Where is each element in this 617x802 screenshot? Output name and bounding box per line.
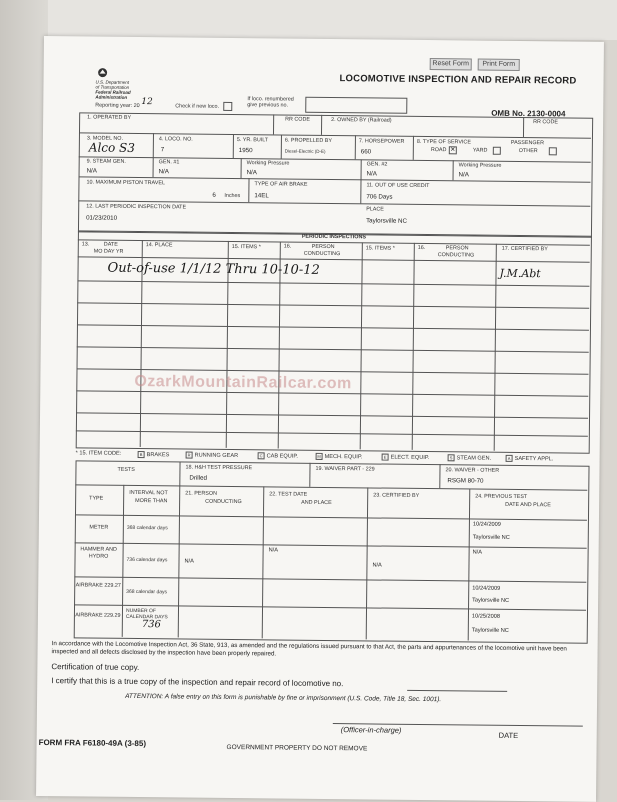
new-loco-label: Check if new loco.: [175, 103, 220, 110]
reset-form-button[interactable]: Reset Form: [430, 58, 472, 70]
waiver-part-label: 19. WAIVER PART - 229: [315, 465, 375, 473]
out-of-use-label: 11. OUT OF USE CREDIT: [366, 182, 430, 190]
loco-no-value[interactable]: 7: [160, 146, 165, 154]
test-row-type: HAMMER AND HYDRO: [80, 546, 117, 560]
handwritten-out-of-use-entry[interactable]: Out-of-use 1/1/12 Thru 10-10-12: [107, 260, 320, 278]
certifier-signature[interactable]: J.M.Abt: [499, 266, 541, 281]
agency-name: U.S. Department of Transportation Federal Railroad Administration: [95, 79, 131, 100]
dot-logo-icon: [98, 68, 108, 78]
test-col-prev-a: 24. PREVIOUS TEST: [475, 493, 528, 501]
working-pressure-label: Working Pressure: [246, 160, 290, 167]
form-number: FORM FRA F6180-49A (3-85): [38, 737, 147, 749]
item-code-mech-equip: M MECH. EQUIP.: [317, 453, 363, 461]
tests-label: TESTS: [117, 466, 135, 473]
test-col-interval-a: INTERVAL NOT: [129, 489, 168, 497]
horsepower-value[interactable]: 660: [360, 148, 372, 156]
col-person2-sub: CONDUCTING: [437, 252, 475, 259]
test-row-prev-place[interactable]: Taylorsville NC: [471, 627, 509, 634]
road-label: ROAD: [430, 147, 447, 154]
renumbered-label: If loco. renumbered give previous no.: [247, 96, 294, 109]
test-row-cert[interactable]: N/A: [372, 562, 382, 569]
yard-checkbox[interactable]: [493, 147, 501, 155]
col-date-sub: MO DAY YR: [93, 248, 124, 255]
test-row-prev-date[interactable]: 10/24/2009: [472, 585, 501, 592]
item-code-brakes: B BRAKES: [138, 451, 170, 458]
periodic-heading: PERIODIC INSPECTIONS: [301, 233, 366, 241]
test-row-type: AIRBRAKE 229.27: [75, 582, 121, 589]
col-person2-num: 16.: [417, 244, 426, 252]
col-date-label: DATE: [103, 241, 118, 248]
hh-pressure-value[interactable]: Drilled: [189, 474, 207, 482]
model-no-label: 3. MODEL NO.: [86, 135, 124, 142]
government-property-notice: GOVERNMENT PROPERTY DO NOT REMOVE: [226, 743, 368, 753]
test-col-interval-b: MORE THAN: [135, 497, 168, 505]
place-value[interactable]: Taylorsville NC: [366, 217, 408, 225]
test-col-person-a: 21. PERSON: [185, 490, 218, 497]
test-row-prev-date[interactable]: 10/25/2008: [471, 613, 500, 620]
out-of-use-value[interactable]: 706 Days: [366, 193, 393, 201]
place-label: PLACE: [366, 206, 384, 213]
inspection-act-statement: In accordance with the Locomotive Inspection Act, 36 State, 913, as amended and the regulations issued pursuant to that Act, the parts and appurtenances of the locomotive unit have been inspected and all defects disclosed by the inspection have been properly repaired.: [51, 640, 567, 658]
test-col-cert: 23. CERTIFIED BY: [373, 492, 420, 499]
piston-travel-label: 10. MAXIMUM PISTON TRAVEL: [86, 179, 165, 187]
test-col-date-a: 22. TEST DATE: [269, 491, 308, 498]
last-periodic-label: 12. LAST PERIODIC INSPECTION DATE: [86, 203, 187, 211]
attention-notice: ATTENTION: A false entry on this form is punishable by fine or imprisonment (U.S. Code, Title 18, Sec. 1001).: [125, 692, 442, 704]
col-person-sub: CONDUCTING: [303, 250, 341, 258]
other-checkbox[interactable]: [549, 147, 557, 155]
test-col-person-b: CONDUCTING: [205, 498, 242, 506]
air-brake-value[interactable]: 14EL: [254, 192, 269, 200]
other-label: OTHER: [518, 147, 538, 155]
header-grid: [78, 112, 593, 237]
last-periodic-value[interactable]: 01/23/2010: [86, 214, 118, 222]
gen1-label: GEN. #1: [158, 159, 180, 166]
test-row-prev-place[interactable]: Taylorsville NC: [472, 597, 510, 604]
item-code-running-gear: R RUNNING GEAR: [186, 452, 239, 460]
test-col-date-b: AND PLACE: [301, 499, 332, 507]
col-items2: 15. ITEMS *: [365, 245, 395, 252]
col-date-num: 13.: [81, 241, 90, 248]
test-row-interval: 368 calendar days: [126, 588, 168, 596]
watermark: OzarkMountainRailcar.com: [134, 372, 352, 393]
date-label: DATE: [498, 730, 519, 741]
rr-code-label: RR CODE: [285, 116, 311, 123]
piston-travel-value[interactable]: 6: [212, 191, 216, 199]
col-person2-label: PERSON: [445, 245, 469, 252]
test-row-interval: NUMBER OF CALENDAR DAYS: [125, 607, 168, 621]
item-code-label: * 15. ITEM CODE:: [75, 450, 122, 457]
service-label: 8. TYPE OF SERVICE: [416, 138, 471, 146]
inspection-form-page: [36, 36, 604, 802]
road-checkbox[interactable]: ✕: [450, 147, 456, 154]
owned-by-label: 2. OWNED BY (Railroad): [331, 117, 392, 124]
passenger-label: PASSENGER: [510, 139, 545, 147]
test-row-person[interactable]: N/A: [184, 558, 194, 565]
certify-line: I certify that this is a true copy of the inspection and repair record of locomotive no.: [51, 676, 344, 689]
test-row-interval: 736 calendar days: [126, 556, 168, 564]
col-place: 14. PLACE: [145, 242, 173, 249]
col-person-label: PERSON: [311, 243, 335, 251]
propelled-label: 6. PROPELLED BY: [284, 137, 332, 145]
true-copy-heading: Certification of true copy.: [51, 662, 140, 673]
test-row-type: METER: [89, 524, 109, 531]
working-pressure2-label: Working Pressure: [458, 162, 502, 169]
test-row-prev-date[interactable]: N/A: [472, 549, 482, 556]
col-items: 15. ITEMS *: [231, 243, 261, 251]
officer-in-charge-label: (Officer-in-charge): [340, 725, 402, 735]
new-loco-checkbox[interactable]: [223, 102, 232, 111]
working-pressure-value[interactable]: N/A: [246, 169, 257, 177]
background-top: [0, 0, 617, 40]
loco-no-label: 4. LOCO. NO.: [158, 136, 193, 143]
col-person-num: 16.: [283, 243, 292, 250]
omb-number: OMB No. 2130-0004: [491, 108, 566, 119]
reporting-year-label: Reporting year: 20: [95, 102, 140, 110]
col-certified: 17. CERTIFIED BY: [501, 245, 548, 253]
inches-label: Inches: [224, 192, 241, 200]
test-row-prev-place[interactable]: Taylorsville NC: [472, 534, 510, 541]
yr-built-value[interactable]: 1950: [238, 147, 253, 155]
yard-label: YARD: [472, 147, 488, 154]
item-code-cab-equip: C CAB EQUIP.: [258, 452, 298, 459]
operated-by-label: 1. OPERATED BY: [87, 114, 132, 121]
air-brake-label: TYPE OF AIR BRAKE: [254, 181, 308, 188]
print-form-button[interactable]: Print Form: [478, 59, 520, 71]
propelled-sub: Diesel-Electric (D-E): [284, 148, 326, 154]
gen2-label: GEN. #2: [366, 161, 388, 168]
test-row-interval-hand[interactable]: 736: [141, 619, 161, 631]
rr-code2-label: RR CODE: [533, 119, 559, 126]
form-title: LOCOMOTIVE INSPECTION AND REPAIR RECORD: [339, 73, 577, 87]
waiver-other-label: 20. WAIVER - OTHER: [445, 467, 500, 474]
previous-no-field[interactable]: [305, 97, 407, 114]
gen2-value[interactable]: N/A: [366, 170, 377, 178]
test-row-date[interactable]: N/A: [268, 547, 278, 554]
reporting-year-value[interactable]: 12: [141, 97, 153, 108]
yr-built-label: 5. YR. BUILT: [236, 137, 269, 144]
hh-pressure-label: 18. H&H TEST PRESSURE: [185, 464, 253, 472]
test-col-prev-b: DATE AND PLACE: [505, 501, 551, 509]
steam-gen-value[interactable]: N/A: [86, 167, 97, 175]
item-code-elect-equip: E ELECT. EQUIP.: [382, 454, 430, 461]
waiver-other-value[interactable]: RSGM 80-70: [447, 477, 484, 485]
model-no-value[interactable]: Alco S3: [88, 140, 136, 155]
test-row-prev-date[interactable]: 10/24/2009: [472, 521, 501, 528]
test-row-interval: 368 calendar days: [126, 524, 168, 532]
gen1-value[interactable]: N/A: [158, 168, 169, 176]
test-col-type: TYPE: [89, 495, 104, 502]
item-code-steam-gen: S STEAM GEN.: [448, 454, 492, 461]
locomotive-no-line[interactable]: [407, 690, 507, 692]
steam-gen-label: 9. STEAM GEN.: [86, 158, 126, 165]
horsepower-label: 7. HORSEPOWER: [358, 138, 405, 145]
working-pressure2-value[interactable]: N/A: [458, 171, 469, 179]
test-row-type: AIRBRAKE 229.29: [75, 612, 121, 619]
item-code-safety-appl: A SAFETY APPL.: [506, 455, 554, 462]
